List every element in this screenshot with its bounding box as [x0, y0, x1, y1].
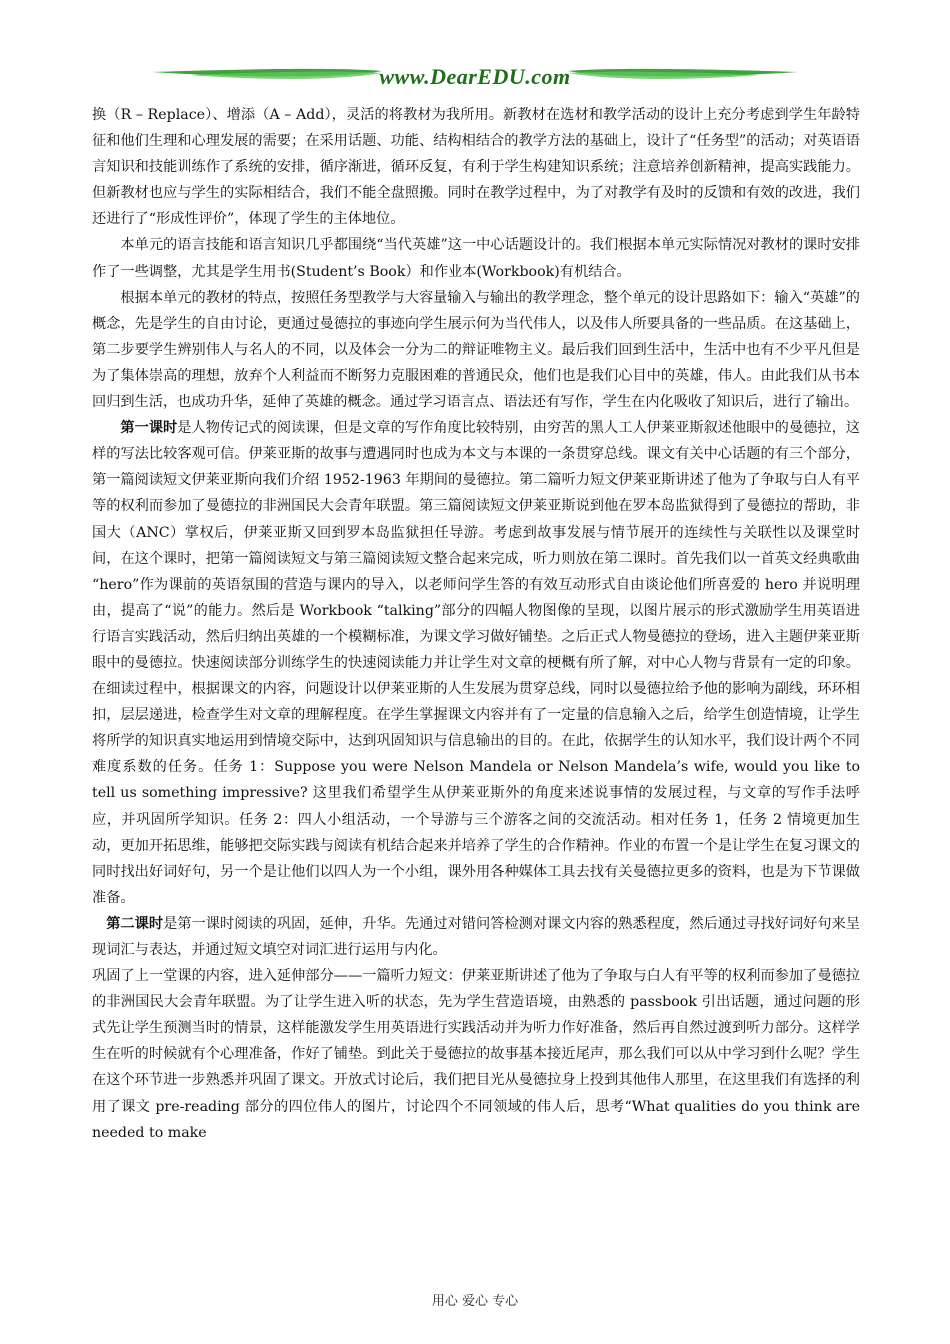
paragraph-3: 根据本单元的教材的特点，按照任务型教学与大容量输入与输出的教学理念，整个单元的设计思路如下：输入“英雄”的概念，先是学生的自由讨论，更通过曼德拉的事迹向学生展示何为当代伟人，以及伟人所要具备的一些品质。在这基础上，第二步要学生辨别伟人与名人的不同，以及体会一分为二的辩证唯物主义。最后我们回到生活中，生活中也有不少平凡但是为了集体崇高的理想，放弃个人利益而不断努力克服困难的普通民众，他们也是我们心目中的英雄，伟人。由此我们从书本回归到生活，也成功升华，延伸了英雄的概念。通过学习语言点、语法还有写作，学生在内化吸收了知识后，进行了输出。	[92, 289, 860, 411]
paragraph-lesson-2	[92, 911, 860, 963]
paragraph-2: 本单元的语言技能和语言知识几乎都围绕“当代英雄”这一中心话题设计的。我们根据本单元实际情况对教材的课时安排作了一些调整，尤其是学生用书(Student’s Book）和作业本(Workbook)有机结合。	[92, 237, 860, 280]
site-url: www.DearEDU.com	[379, 64, 571, 89]
document-body	[92, 102, 860, 1146]
paragraph-1: 换（R – Replace）、增添（A – Add），灵活的将教材为我所用。新教材在选材和教学活动的设计上充分考虑到学生年龄特征和他们生理和心理发展的需要；在采用话题、功能、结构相结合的教学方法的基础上，设计了“任务型”的活动；对英语语言知识和技能训练作了系统的安排，循序渐进，循环反复，有利于学生构建知识系统；注意培养创新精神，提高实践能力。但新教材也应与学生的实际相结合，我们不能全盘照搬。同时在教学过程中，为了对教学有及时的反馈和有效的改进，我们还进行了“形成性评价”，体现了学生的主体地位。	[92, 107, 860, 228]
page-footer: 用心 爱心 专心	[431, 1294, 519, 1309]
lesson-2-heading: 第二课时	[106, 915, 164, 932]
paragraph-lesson-1	[92, 415, 860, 911]
paragraph-6: 巩固了上一堂课的内容，进入延伸部分——一篇听力短文：伊莱亚斯讲述了他为了争取与白人有平等的权利而参加了曼德拉的非洲国民大会青年联盟。为了让学生进入听的状态，先为学生营造语境，由熟悉的 passbook 引出话题，通过问题的形式先让学生预测当时的情景，这样能激发学生用英语进行实践活动并为听力作好准备，然后再自然过渡到听力部分。这样学生在听的时候就有个心理准备，作好了铺垫。到此关于曼德拉的故事基本接近尾声，那么我们可以从中学习到什么呢？学生在这个环节进一步熟悉并巩固了课文。开放式讨论后，我们把目光从曼德拉身上投到其他伟人那里，在这里我们有选择的利用了课文 pre-reading 部分的四位伟人的图片，讨论四个不同领域的伟人后，思考“What qualities do you think are needed to make	[92, 968, 860, 1141]
lesson-1-text: 是人物传记式的阅读课，但是文章的写作角度比较特别，由穷苦的黑人工人伊莱亚斯叙述他眼中的曼德拉，这样的写法比较客观可信。伊莱亚斯的故事与遭遇同时也成为本文与本课的一条贯穿总线。课文有关中心话题的有三个部分，第一篇阅读短文伊莱亚斯向我们介绍 1952-1963 年期间的曼德拉。第二篇听力短文伊莱亚斯讲述了他为了争取与白人有平等的权利而参加了曼德拉的非洲国民大会青年联盟。第三篇阅读短文伊莱亚斯说到他在罗本岛监狱得到了曼德拉的帮助，非国大（ANC）掌权后，伊莱亚斯又回到罗本岛监狱担任导游。考虑到故事发展与情节展开的连续性与关联性以及课堂时间，在这个课时，把第一篇阅读短文与第三篇阅读短文整合起来完成，听力则放在第二课时。首先我们以一首英文经典歌曲 “hero”作为课前的英语氛围的营造与课内的导入，以老师问学生答的有效互动形式自由谈论他们所喜爱的 hero 并说明理由，提高了“说”的能力。然后是 Workbook “talking”部分的四幅人物图像的呈现，以图片展示的形式激励学生用英语进行语言实践活动，然后归纳出英雄的一个模糊标准，为课文学习做好铺垫。之后正式人物曼德拉的登场，进入主题伊莱亚斯眼中的曼德拉。快速阅读部分训练学生的快速阅读能力并让学生对文章的梗概有所了解，对中心人物与背景有一定的印象。在细读过程中，根据课文的内容，问题设计以伊莱亚斯的人生发展为贯穿总线，同时以曼德拉给予他的影响为副线，环环相扣，层层递进，检查学生对文章的理解程度。在学生掌握课文内容并有了一定量的信息输入之后，给学生创造情境，让学生将所学的知识真实地运用到情境交际中，达到巩固知识与信息输出的目的。在此，依据学生的认知水平，我们设计两个不同难度系数的任务。任务 1：Suppose you were Nelson Mandela or Nelson Mandela’s wife, would you like to tell us something impressive? 这里我们希望学生从伊莱亚斯外的角度来述说事情的发展过程，与文章的写作手法呼应，并巩固所学知识。任务 2：四人小组活动，一个导游与三个游客之间的交流活动。相对任务 1，任务 2 情境更加生动，更加开拓思维，能够把交际实践与阅读有机结合起来并培养了学生的合作精神。作业的布置一个是让学生在复习课文的同时找出好词好句，另一个是让他们以四人为一个小组，课外用各种媒体工具去找有关曼德拉更多的资料，也是为下节课做准备。	[92, 420, 860, 906]
lesson-1-heading: 第一课时	[120, 420, 178, 437]
site-header	[150, 62, 800, 96]
lesson-2-text: 是第一课时阅读的巩固，延伸，升华。先通过对错问答检测对课文内容的熟悉程度，然后通过寻找好词好句来呈现词汇与表达，并通过短文填空对词汇进行运用与内化。	[92, 915, 860, 958]
